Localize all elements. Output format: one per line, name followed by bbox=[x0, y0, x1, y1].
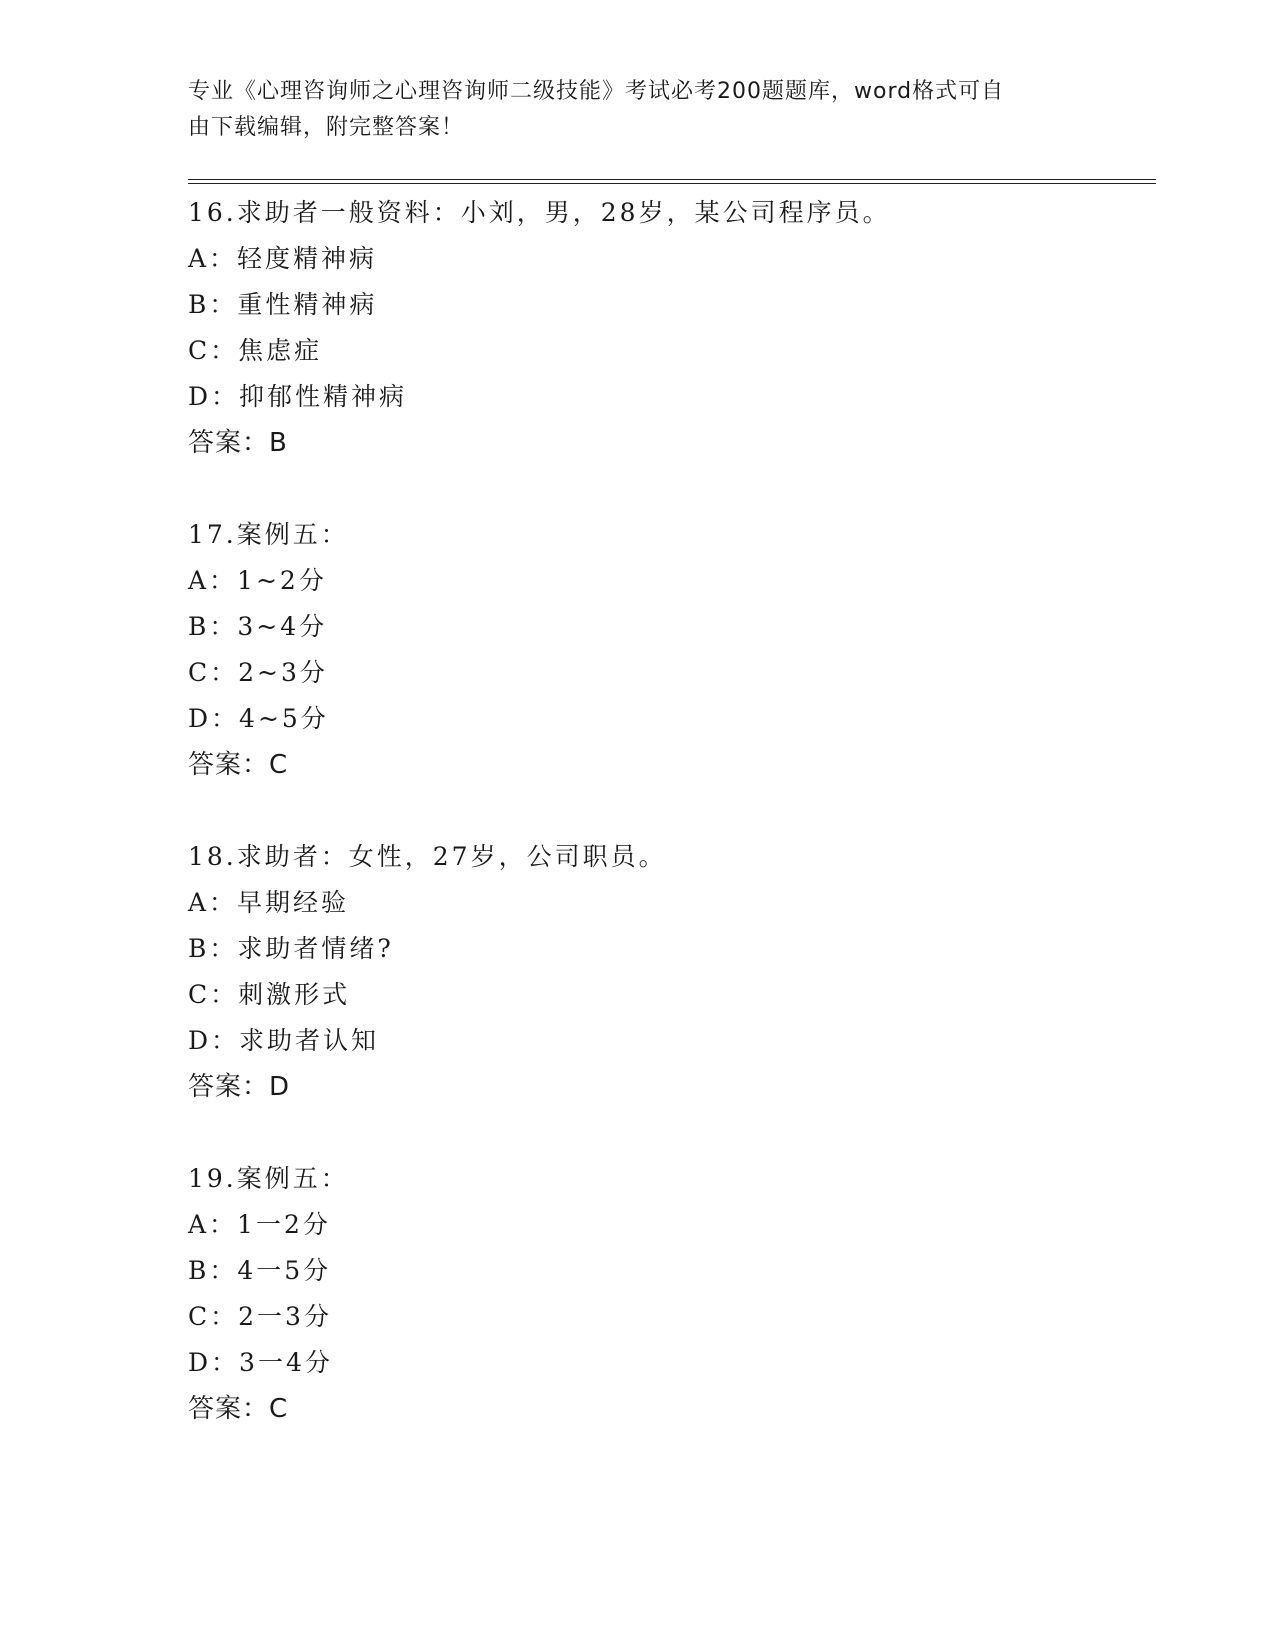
header-line-2: 由下载编辑，附完整答案！ bbox=[188, 115, 465, 140]
option-d: D：3一4分 bbox=[188, 1348, 333, 1377]
question-stem: 19.案例五： bbox=[188, 1164, 349, 1193]
header-divider-top bbox=[188, 179, 1156, 180]
question-stem: 18.求助者：女性，27岁，公司职员。 bbox=[188, 842, 667, 871]
option-a: A：早期经验 bbox=[188, 888, 350, 917]
question-stem: 16.求助者一般资料：小刘，男，28岁，某公司程序员。 bbox=[188, 198, 891, 227]
option-d: D：抑郁性精神病 bbox=[188, 382, 408, 411]
option-b: B：3~4分 bbox=[188, 612, 328, 641]
question-18 bbox=[188, 834, 1156, 1110]
option-c: C：2一3分 bbox=[188, 1302, 332, 1331]
option-c: C：2~3分 bbox=[188, 658, 328, 687]
question-stem: 17.案例五： bbox=[188, 520, 349, 549]
option-a: A：1~2分 bbox=[188, 566, 327, 595]
option-a: A：轻度精神病 bbox=[188, 244, 378, 273]
option-b: B：求助者情绪? bbox=[188, 934, 394, 963]
question-19 bbox=[188, 1156, 1156, 1432]
option-c: C：刺激形式 bbox=[188, 980, 351, 1009]
option-b: B：4一5分 bbox=[188, 1256, 332, 1285]
answer-key: 答案：C bbox=[188, 1394, 289, 1424]
option-b: B：重性精神病 bbox=[188, 290, 378, 319]
question-16 bbox=[188, 190, 1156, 466]
answer-key: 答案：D bbox=[188, 1072, 291, 1102]
answer-key: 答案：B bbox=[188, 428, 288, 458]
document-header bbox=[188, 74, 1068, 146]
answer-key: 答案：C bbox=[188, 750, 289, 780]
header-divider-bottom bbox=[188, 183, 1156, 184]
question-17 bbox=[188, 512, 1156, 788]
option-d: D：求助者认知 bbox=[188, 1026, 380, 1055]
option-c: C：焦虑症 bbox=[188, 336, 323, 365]
question-list bbox=[188, 190, 1156, 1478]
option-a: A：1一2分 bbox=[188, 1210, 331, 1239]
option-d: D：4~5分 bbox=[188, 704, 329, 733]
header-line-1: 专业《心理咨询师之心理咨询师二级技能》考试必考200题题库，word格式可自 bbox=[188, 79, 1005, 104]
